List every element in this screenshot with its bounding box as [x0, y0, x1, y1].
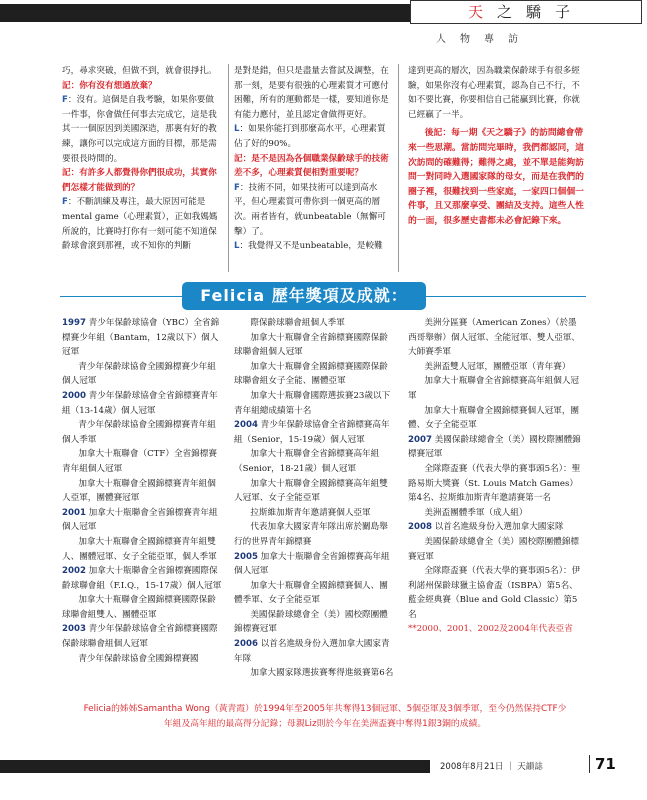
- award-text: 以首名進級身份入選加拿大國家青年隊: [234, 639, 390, 664]
- award-text: 加拿大十瓶聯會全國錦標賽個人、團體季軍、女子全能亞軍: [234, 580, 388, 606]
- award-text: 全隊際盃賽（代表大學的賽事頭5名）：伊利諾州保齡球獵主協會盃（ISBPA）第5名、藍金經典賽（Blue and Gold Classic）第5名: [408, 566, 581, 620]
- award-text: 加拿大十瓶聯會全國錦標賽國際保齡球聯會組女子全能、團體亞軍: [234, 361, 388, 387]
- award-entry: [408, 564, 584, 622]
- award-entry: [62, 506, 224, 535]
- award-text: 青少年保齡球協會全國錦標賽少年組個人冠軍: [62, 361, 216, 387]
- speaker-label: L: [234, 241, 240, 252]
- award-entry: [234, 418, 396, 447]
- speaker-label: F: [62, 197, 68, 208]
- award-entry: [234, 550, 396, 579]
- award-text: 青少年保齡球協會全省錦標賽青年組（13-14歲）個人冠軍: [62, 390, 218, 416]
- award-text: 美國保齡球總會全（美）國校際團體錦標賽冠軍: [234, 609, 388, 635]
- award-entry: [62, 418, 224, 447]
- award-year: 2000: [62, 390, 86, 401]
- award-year: 2004: [234, 420, 258, 431]
- award-text: 美國保齡球總會全（美）國校際團體錦標賽冠軍: [408, 536, 580, 562]
- award-text: 際保齡球聯會組個人季軍: [250, 318, 345, 328]
- award-entry: [62, 477, 224, 506]
- section-title-box: [410, 0, 642, 24]
- award-text: 全隊際盃賽（代表大學的賽事頭5名）：聖路易斯大獎賽（St. Louis Match Games）第4名、拉斯維加斯青年邀請賽第一名: [408, 463, 581, 504]
- footer-bar: [0, 760, 430, 773]
- award-entry: [62, 622, 224, 651]
- award-year: 2001: [62, 507, 86, 518]
- award-text: 美洲盃團體季軍（成人組）: [424, 507, 528, 518]
- award-text: 青少年保齡球協會全省錦標賽國際保齡球聯會組個人冠軍: [62, 624, 218, 650]
- award-text: 加拿大十瓶聯會全省錦標賽青年組個人冠軍: [62, 507, 218, 533]
- award-entry: [408, 360, 584, 375]
- award-text: 加拿大十瓶聯會全國錦標賽國際保齡球聯會組雙人、團體亞軍: [62, 595, 216, 620]
- award-text: 以首名進級身份入選加拿大國家隊: [434, 522, 564, 533]
- award-entry: [62, 389, 224, 418]
- award-entry: [234, 331, 396, 360]
- page-number: 71: [589, 755, 616, 773]
- answer: [234, 122, 392, 151]
- column-divider: [398, 64, 399, 272]
- answer: [62, 93, 222, 166]
- award-entry: [234, 506, 396, 521]
- award-text: 加拿大十瓶聯會全省錦標賽高年組個人冠軍: [234, 551, 390, 577]
- award-text: 青少年保齡球協會全省錦標賽高年組（Senior，15-19歲）個人冠軍: [234, 420, 390, 445]
- answer: [62, 195, 222, 253]
- award-text: 拉斯維加斯青年邀請賽個人亞軍: [250, 507, 371, 518]
- award-text: 青少年保齡球協會全國錦標賽青年組個人季軍: [62, 420, 216, 445]
- interview-column-3: [408, 64, 584, 229]
- award-entry: [234, 637, 396, 666]
- paragraph-text: 巧，尋求突破，但做不到，就會很掙扎。: [62, 66, 217, 76]
- award-year: 2005: [234, 551, 258, 562]
- award-text: 加拿大十瓶聯會全省錦標賽國際保齡球聯會組個人冠軍: [234, 332, 388, 358]
- award-text: 加拿大十瓶聯會全國錦標賽高年組雙人冠軍、女子全能亞軍: [234, 478, 388, 504]
- award-entry: [234, 389, 396, 418]
- award-entry: [62, 360, 224, 389]
- award-entry: [62, 652, 224, 667]
- award-year: 2006: [234, 639, 258, 650]
- answer: [62, 64, 222, 79]
- award-entry: [234, 360, 396, 389]
- award-text: 加拿大十瓶聯會全省錦標賽高年組個人冠軍: [408, 376, 580, 401]
- award-entry: [408, 535, 584, 564]
- family-note: Felicia的姊姊Samantha Wong（黃青霞）於1994年至2005年共奪得13個冠軍、5個亞軍及3個季軍，至今仍然保持CTF少年組及高年組的最高得分記錄；母親Liz則於今年在美洲盃賽中奪得1銀3銅的成績。: [83, 704, 567, 729]
- speaker-label: L: [234, 124, 240, 135]
- award-text: 青少年保齡球協會全國錦標賽國: [78, 653, 199, 664]
- award-entry: [234, 608, 396, 637]
- award-text: 美洲盃雙人冠軍，團體亞軍（青年賽）: [424, 361, 571, 372]
- award-text: 加拿大十瓶聯會全省錦標賽高年組（Senior，18-21歲）個人冠軍: [234, 449, 380, 474]
- award-entry: [62, 564, 224, 593]
- award-text: 加拿大十瓶聯會全國錦標賽個人冠軍，團體、女子全能亞軍: [408, 405, 580, 431]
- award-entry: [408, 374, 584, 403]
- interview-text: 達到更高的層次，因為職業保齡球手有很多經驗，如果你沒有心理素質，認為自己不行，不如不要比賽，你要相信自己能贏到比賽，你就已經贏了一半。: [408, 66, 580, 120]
- answer: [234, 239, 392, 254]
- award-entry: [234, 477, 396, 506]
- award-text: 加拿大十瓶聯會全省錦標賽國際保齡球聯會組（F.I.Q.，15-17歲）個人冠軍: [62, 566, 222, 591]
- section-title-first: 天: [467, 3, 497, 21]
- issue-date: 2008年8月21日 ｜ 天韻誌: [440, 762, 543, 772]
- award-entry: [408, 433, 584, 462]
- awards-banner: Felicia 歷年獎項及成就：: [182, 282, 426, 310]
- awards-column-3: [408, 316, 584, 637]
- paragraph-text: 記：有許多人都覺得你們很成功，其實你們怎樣才能做到的？: [62, 168, 217, 193]
- award-entry: [234, 666, 396, 681]
- paragraph-text: ：我覺得又不是unbeatable，是較難: [239, 241, 383, 252]
- award-text: 加拿大十瓶聯會國際選拔賽23歲以下青年組總成績第十名: [234, 390, 391, 416]
- banner-rule-right: [426, 296, 586, 297]
- awards-column-2: [234, 316, 396, 681]
- award-entry: [62, 316, 224, 360]
- award-text: 美洲分區賽（American Zones）（於墨西哥舉辦）個人冠軍、全能冠軍、雙人亞軍、大師賽季軍: [408, 318, 580, 358]
- award-entry: [408, 462, 584, 506]
- award-entry: [62, 593, 224, 622]
- award-entry: [408, 404, 584, 433]
- award-entry: [408, 506, 584, 521]
- interview-column-2: [234, 64, 392, 254]
- award-text: 青少年保齡球協會（YBC）全省錦標賽少年組（Bantam，12歲以下）個人冠軍: [62, 318, 220, 358]
- paragraph-text: ：沒有。這個是自我考驗，如果你要做一件事，你會做任何事去完成它，這是我其一一個原因到美國深造，那裏有好的教練，讓你可以完成這方面的目標，那是需要很長時間的。: [62, 95, 217, 164]
- question: [62, 79, 222, 94]
- award-text: 加拿大十瓶聯會全國錦標賽青年組個人亞軍，團體賽冠軍: [62, 478, 216, 504]
- paragraph-text: 記：是不是因為各個職業保齡球手的技術差不多，心理素質便相對重要呢？: [234, 153, 389, 179]
- award-entry: [62, 447, 224, 476]
- award-entry: [234, 579, 396, 608]
- afterword: 後記：每一期《天之驕子》的訪問總會帶來一些思潮。當訪問完畢時，我們都認同，這次訪問的確難得；難得之處，並不單是能夠訪問一對同時入選國家隊的母女，而是在我們的圈子裡，很難找到一些家庭，一家四口個個一件事，且又那麼享受、團結及支持。這些人性的一面，很多歷史書都未必會記錄下來。: [408, 128, 584, 226]
- awards-footnote: **2000、2001、2002及2004年代表亞省: [408, 624, 573, 635]
- speaker-label: F: [234, 182, 240, 193]
- header-bar: [0, 4, 410, 22]
- award-year: 2003: [62, 624, 86, 635]
- answer: [234, 181, 392, 239]
- award-text: 加拿大十瓶聯會全國錦標賽青年組雙人、團體冠軍、女子全能亞軍，個人季軍: [62, 536, 217, 562]
- paragraph-text: 是對是錯，但只是盡量去嘗試及調整，在那一刻，是要有很強的心理素質才可應付困難，所有的運動都是一樣，要知道你是有能力應付，並且認定會做得更好。: [234, 66, 389, 120]
- award-entry: [408, 520, 584, 535]
- section-title-rest: 之驕子: [497, 3, 585, 21]
- awards-column-1: [62, 316, 224, 666]
- award-year: 1997: [62, 318, 86, 328]
- question: [234, 152, 392, 181]
- interview-column-1: [62, 64, 222, 254]
- paragraph-text: 記：你有沒有想過放棄？: [62, 80, 157, 91]
- award-text: 美國保齡球總會全（美）國校際團體錦標賽冠軍: [408, 434, 581, 460]
- award-year: 2007: [408, 434, 432, 445]
- award-text: 加拿大十瓶聯會（CTF）全省錦標賽青年組個人冠軍: [62, 449, 217, 474]
- paragraph-text: ：技術不同，如果技術可以達到高水平，但心理素質可帶你到一個更高的層次。兩者皆有，就unbeatable（無懈可擊）了。: [234, 182, 386, 237]
- paragraph-text: ：如果你能打到那麼高水平，心理素質佔了好的90%。: [234, 124, 386, 149]
- award-entry: [62, 535, 224, 564]
- column-divider: [228, 64, 229, 272]
- paragraph-text: ：不斷訓練及專注，最大原因可能是mental game（心理素質），正如我媽媽所說的，比賽時打你有一刻可能不知道保齡球會滾到那裡，或不知你的判斷: [62, 197, 218, 252]
- award-entry: [234, 447, 396, 476]
- question: [62, 166, 222, 195]
- answer: [234, 64, 392, 122]
- award-entry: [408, 316, 584, 360]
- speaker-label: F: [62, 95, 68, 106]
- award-entry: [234, 520, 396, 549]
- award-text: 代表加拿大國家青年隊出席於關島舉行的世界青年錦標賽: [234, 522, 388, 547]
- award-entry: [234, 316, 396, 331]
- award-year: 2008: [408, 522, 432, 533]
- section-subtitle: 人物專訪: [436, 34, 532, 45]
- award-year: 2002: [62, 566, 86, 577]
- banner-rule-left: [60, 296, 182, 297]
- award-text: 加拿大國家隊選拔賽奪得進級賽第6名: [250, 668, 394, 679]
